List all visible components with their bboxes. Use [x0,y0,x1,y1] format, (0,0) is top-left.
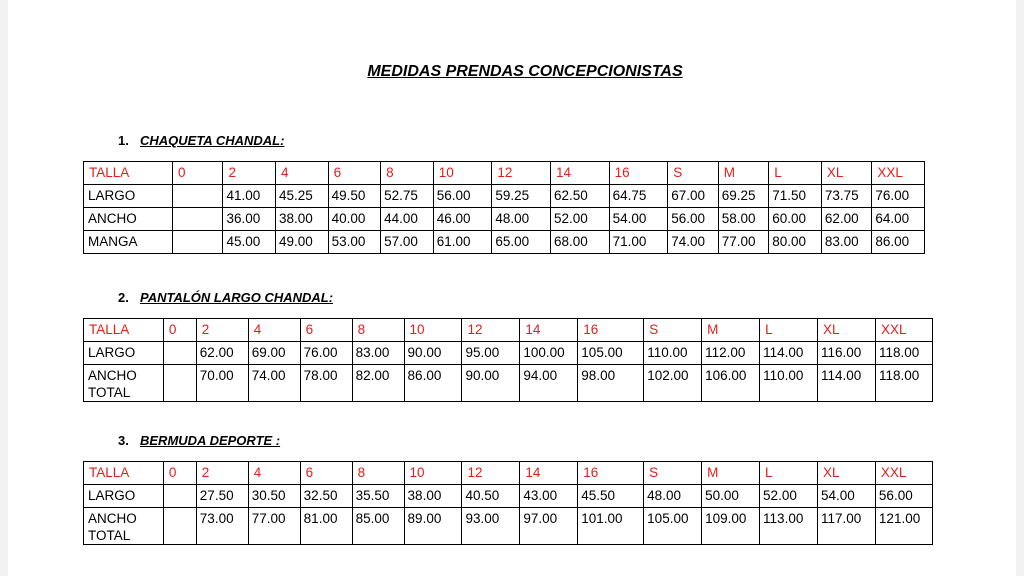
value-cell: 67.00 [668,185,719,208]
header-size-cell: XL [817,462,875,485]
value-cell: 83.00 [821,231,872,254]
value-cell: 110.00 [760,365,818,402]
value-cell: 77.00 [248,508,300,545]
header-size-cell: 10 [404,319,462,342]
header-size-cell: 0 [163,462,196,485]
value-cell: 117.00 [817,508,875,545]
header-size-cell: 12 [462,319,520,342]
value-cell: 41.00 [223,185,276,208]
value-cell: 57.00 [381,231,434,254]
value-cell: 58.00 [718,208,769,231]
table-header-row [84,319,933,342]
value-cell: 95.00 [462,342,520,365]
row-label-line2: TOTAL [88,528,131,543]
value-cell: 85.00 [352,508,404,545]
row-label [84,508,164,545]
value-cell: 56.00 [875,485,932,508]
header-size-cell: 6 [300,462,352,485]
header-size-cell: M [702,319,760,342]
value-cell: 80.00 [769,231,822,254]
value-cell: 49.50 [328,185,381,208]
header-size-cell: 12 [492,162,551,185]
value-cell: 69.25 [718,185,769,208]
row-label: LARGO [84,342,164,365]
value-cell [163,508,196,545]
value-cell: 64.75 [609,185,668,208]
table-row [84,231,925,254]
header-size-cell: 4 [248,319,300,342]
section-1-number: 1. [118,133,129,148]
header-size-cell: 2 [196,319,248,342]
value-cell: 32.50 [300,485,352,508]
header-size-cell: 16 [578,319,644,342]
value-cell: 53.00 [328,231,381,254]
header-size-cell: 0 [163,319,196,342]
value-cell: 86.00 [872,231,925,254]
value-cell: 97.00 [520,508,578,545]
document-page [8,0,1016,576]
value-cell: 43.00 [520,485,578,508]
value-cell: 64.00 [872,208,925,231]
header-size-cell: L [760,462,818,485]
value-cell: 110.00 [644,342,702,365]
value-cell [172,185,223,208]
header-size-cell: 6 [300,319,352,342]
value-cell: 36.00 [223,208,276,231]
value-cell: 71.00 [609,231,668,254]
value-cell: 54.00 [817,485,875,508]
table-header-row [84,162,925,185]
header-size-cell: 8 [352,319,404,342]
header-size-cell: 0 [172,162,223,185]
header-size-cell: 8 [381,162,434,185]
row-label: ANCHO [84,208,173,231]
section-3-number: 3. [118,433,129,448]
row-label-line1: ANCHO [88,368,137,383]
value-cell: 77.00 [718,231,769,254]
value-cell: 121.00 [875,508,932,545]
row-label [84,365,164,402]
header-size-cell: 2 [223,162,276,185]
header-size-cell: 14 [520,319,578,342]
table-header-row [84,462,933,485]
value-cell: 69.00 [248,342,300,365]
value-cell: 100.00 [520,342,578,365]
value-cell: 68.00 [550,231,609,254]
value-cell: 54.00 [609,208,668,231]
value-cell: 59.25 [492,185,551,208]
value-cell: 62.50 [550,185,609,208]
value-cell: 52.75 [381,185,434,208]
header-size-cell: XL [818,319,876,342]
header-size-cell: 4 [276,162,329,185]
value-cell: 89.00 [404,508,462,545]
section-2-number: 2. [118,290,129,305]
value-cell: 61.00 [433,231,492,254]
table-row [84,485,933,508]
value-cell: 101.00 [578,508,644,545]
table-row [84,208,925,231]
value-cell: 76.00 [872,185,925,208]
header-size-cell: 14 [550,162,609,185]
value-cell: 62.00 [196,342,248,365]
value-cell: 60.00 [769,208,822,231]
value-cell: 114.00 [818,365,876,402]
value-cell: 46.00 [433,208,492,231]
table-row [84,185,925,208]
header-talla: TALLA [84,162,173,185]
value-cell: 52.00 [550,208,609,231]
value-cell: 40.00 [328,208,381,231]
value-cell: 112.00 [702,342,760,365]
value-cell: 109.00 [702,508,760,545]
header-size-cell: L [760,319,818,342]
row-label-line2: TOTAL [88,385,131,400]
value-cell: 27.50 [196,485,248,508]
value-cell: 102.00 [644,365,702,402]
value-cell: 45.00 [223,231,276,254]
value-cell: 82.00 [352,365,404,402]
value-cell: 38.00 [276,208,329,231]
value-cell: 35.50 [352,485,404,508]
header-size-cell: XXL [875,462,932,485]
table-row [84,342,933,365]
value-cell: 49.00 [276,231,329,254]
value-cell: 73.75 [821,185,872,208]
header-size-cell: 16 [609,162,668,185]
value-cell [163,365,196,402]
value-cell: 56.00 [668,208,719,231]
header-size-cell: S [644,319,702,342]
value-cell: 118.00 [875,365,932,402]
header-size-cell: M [718,162,769,185]
table-pantalon-largo-chandal [83,318,933,402]
header-size-cell: 10 [404,462,462,485]
header-talla: TALLA [84,462,164,485]
value-cell: 44.00 [381,208,434,231]
row-label: LARGO [84,185,173,208]
header-talla: TALLA [84,319,164,342]
header-size-cell: 10 [433,162,492,185]
table-row [84,365,933,402]
section-3-title-text: BERMUDA DEPORTE : [140,433,281,448]
value-cell: 45.25 [276,185,329,208]
table-bermuda-deporte [83,461,933,545]
value-cell: 62.00 [821,208,872,231]
value-cell: 81.00 [300,508,352,545]
value-cell: 90.00 [404,342,462,365]
value-cell: 52.00 [760,485,818,508]
section-2-title [118,290,333,305]
page-title: MEDIDAS PRENDAS CONCEPCIONISTAS [367,63,683,80]
value-cell: 90.00 [462,365,520,402]
value-cell: 105.00 [644,508,702,545]
header-size-cell: 14 [520,462,578,485]
value-cell: 40.50 [462,485,520,508]
header-size-cell: XXL [872,162,925,185]
value-cell: 105.00 [578,342,644,365]
value-cell: 118.00 [875,342,932,365]
value-cell [172,231,223,254]
header-size-cell: 16 [578,462,644,485]
value-cell [172,208,223,231]
value-cell: 48.00 [492,208,551,231]
value-cell: 86.00 [404,365,462,402]
value-cell: 50.00 [702,485,760,508]
value-cell: 48.00 [644,485,702,508]
header-size-cell: XXL [875,319,932,342]
table-row [84,508,933,545]
header-size-cell: S [644,462,702,485]
value-cell: 38.00 [404,485,462,508]
section-2-title-text: PANTALÓN LARGO CHANDAL: [140,290,334,305]
header-size-cell: M [702,462,760,485]
header-size-cell: XL [821,162,872,185]
value-cell: 93.00 [462,508,520,545]
value-cell: 78.00 [300,365,352,402]
value-cell: 30.50 [248,485,300,508]
value-cell: 106.00 [702,365,760,402]
header-size-cell: 8 [352,462,404,485]
value-cell: 94.00 [520,365,578,402]
value-cell: 98.00 [578,365,644,402]
header-size-cell: 12 [462,462,520,485]
header-size-cell: L [769,162,822,185]
section-1-title-text: CHAQUETA CHANDAL: [140,133,285,148]
header-size-cell: S [668,162,719,185]
header-size-cell: 6 [328,162,381,185]
value-cell: 116.00 [818,342,876,365]
value-cell [163,342,196,365]
value-cell: 76.00 [300,342,352,365]
value-cell: 74.00 [248,365,300,402]
value-cell: 73.00 [196,508,248,545]
row-label: LARGO [84,485,164,508]
header-size-cell: 4 [248,462,300,485]
value-cell: 83.00 [352,342,404,365]
value-cell [163,485,196,508]
row-label-line1: ANCHO [88,511,137,526]
value-cell: 56.00 [433,185,492,208]
value-cell: 65.00 [492,231,551,254]
table-chaqueta-chandal [83,161,925,254]
value-cell: 114.00 [760,342,818,365]
value-cell: 70.00 [196,365,248,402]
value-cell: 74.00 [668,231,719,254]
section-3-title [118,433,280,448]
value-cell: 45.50 [578,485,644,508]
section-1-title [118,133,284,148]
value-cell: 113.00 [760,508,818,545]
value-cell: 71.50 [769,185,822,208]
header-size-cell: 2 [196,462,248,485]
row-label: MANGA [84,231,173,254]
